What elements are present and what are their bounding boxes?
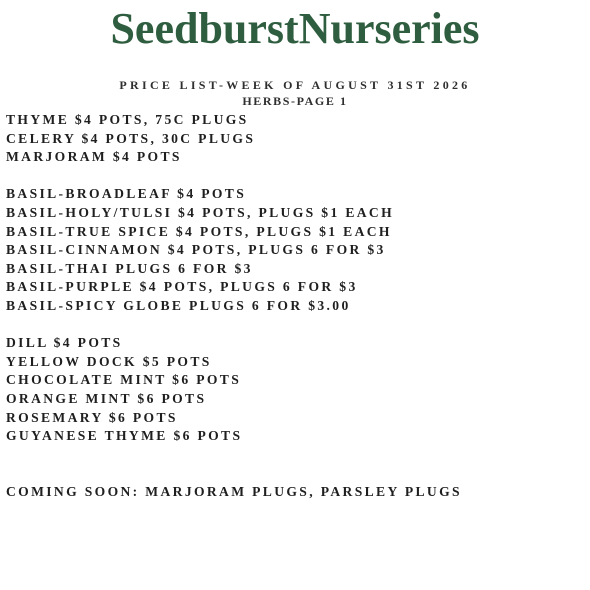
list-item: BASIL-HOLY/TULSI $4 POTS, PLUGS $1 EACH (6, 204, 395, 220)
list-item: GUYANESE THYME $6 POTS (6, 428, 243, 444)
group-spacer (6, 167, 586, 186)
list-item: DILL $4 POTS (6, 335, 123, 351)
list-item: BASIL-TRUE SPICE $4 POTS, PLUGS $1 EACH (6, 223, 392, 239)
coming-soon-note: COMING SOON: MARJORAM PLUGS, PARSLEY PLUGS (6, 483, 462, 499)
list-item: THYME $4 POTS, 75C PLUGS (6, 112, 249, 127)
price-list (6, 111, 586, 501)
group-spacer (6, 316, 586, 335)
list-item: MARJORAM $4 POTS (6, 149, 182, 165)
list-item: BASIL-CINNAMON $4 POTS, PLUGS 6 FOR $3 (6, 242, 386, 258)
list-item: YELLOW DOCK $5 POTS (6, 353, 212, 369)
list-item: CHOCOLATE MINT $6 POTS (6, 372, 242, 388)
list-item: BASIL-SPICY GLOBE PLUGS 6 FOR $3.00 (6, 297, 351, 313)
list-item: CELERY $4 POTS, 30C PLUGS (6, 130, 256, 146)
list-item: BASIL-THAI PLUGS 6 FOR $3 (6, 260, 253, 276)
list-item: ORANGE MINT $6 POTS (6, 390, 207, 406)
brand-title: SeedburstNurseries (110, 4, 480, 53)
list-item: BASIL-BROADLEAF $4 POTS (6, 186, 247, 202)
page-subheading: HERBS-PAGE 1 (242, 94, 348, 108)
list-item: ROSEMARY $6 POTS (6, 409, 178, 425)
group-spacer (6, 446, 586, 483)
price-list-heading: PRICE LIST-WEEK OF AUGUST 31ST 2026 (119, 78, 471, 92)
list-item: BASIL-PURPLE $4 POTS, PLUGS 6 FOR $3 (6, 279, 358, 295)
